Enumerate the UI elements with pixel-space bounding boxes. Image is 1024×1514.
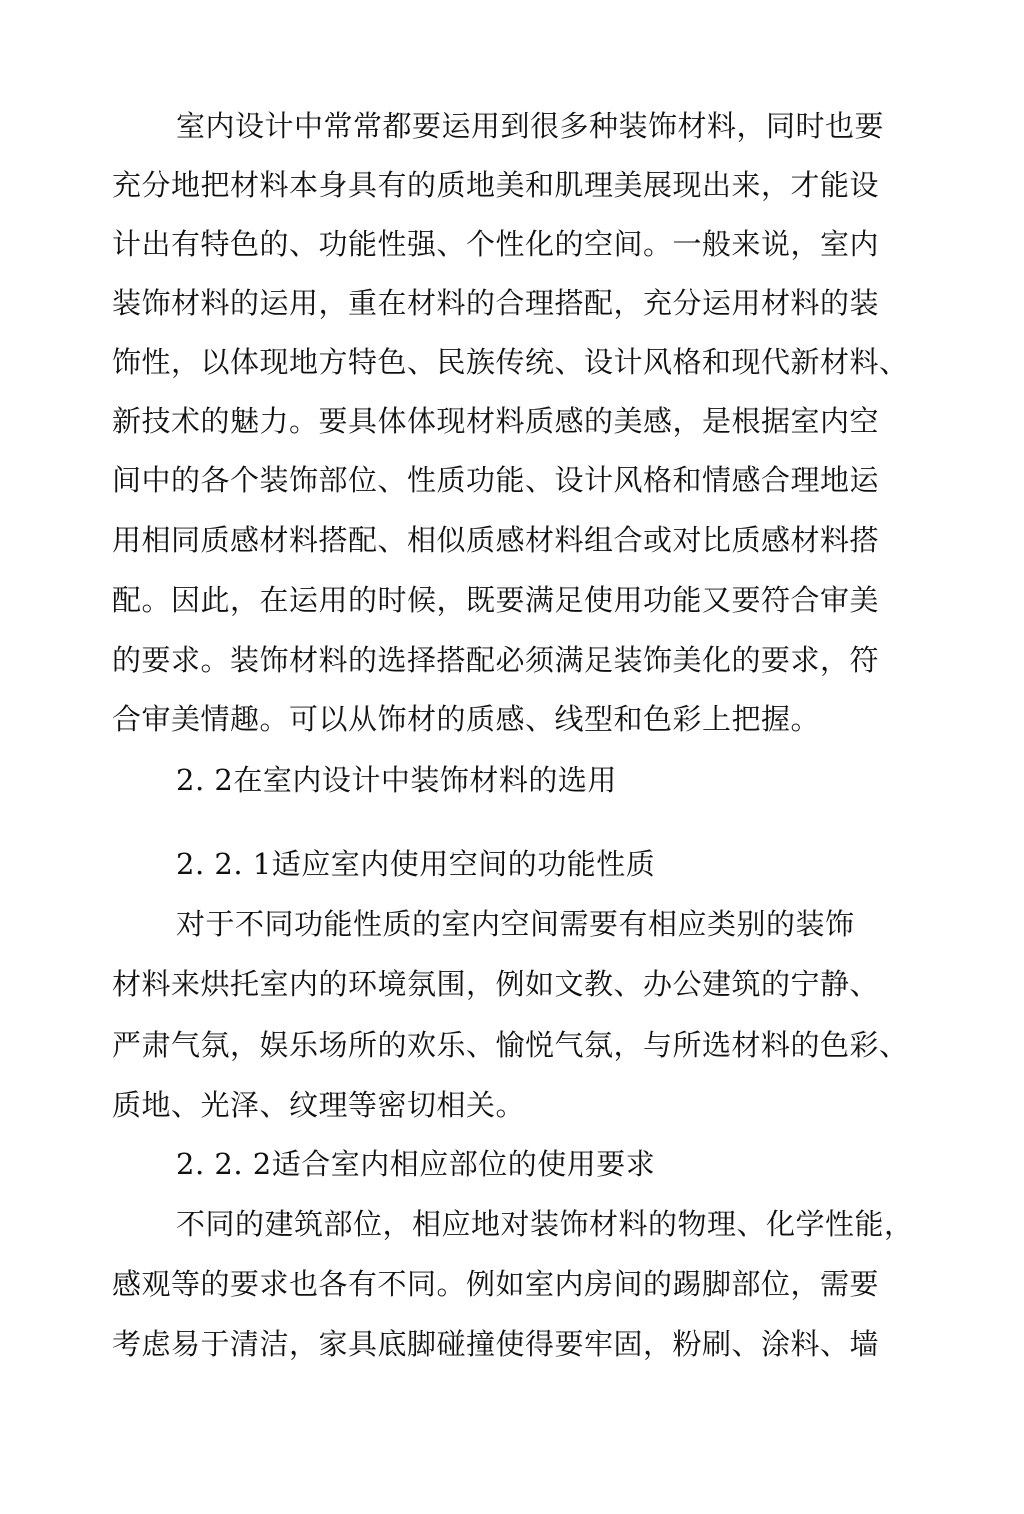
paragraph-line: 严肃气氛，娱乐场所的欢乐、愉悦气氛，与所选材料的色彩、 [112, 1028, 909, 1062]
paragraph-line: 对于不同功能性质的室内空间需要有相应类别的装饰 [176, 907, 855, 941]
paragraph-line: 合审美情趣。可以从饰材的质感、线型和色彩上把握。 [112, 702, 821, 736]
paragraph-line: 计出有特色的、功能性强、个性化的空间。一般来说，室内 [112, 227, 880, 261]
paragraph-line: 间中的各个装饰部位、性质功能、设计风格和情感合理地运 [112, 463, 880, 497]
paragraph-line: 用相同质感材料搭配、相似质感材料组合或对比质感材料搭 [112, 523, 880, 557]
paragraph-line: 装饰材料的运用，重在材料的合理搭配，充分运用材料的装 [112, 286, 880, 320]
subsection-heading: 2. 2. 2适合室内相应部位的使用要求 [176, 1147, 656, 1181]
paragraph-line: 新技术的魅力。要具体体现材料质感的美感，是根据室内空 [112, 404, 880, 438]
section-heading: 2. 2在室内设计中装饰材料的选用 [176, 763, 617, 797]
paragraph-line: 饰性，以体现地方特色、民族传统、设计风格和现代新材料、 [112, 345, 909, 379]
paragraph-line: 考虑易于清洁，家具底脚碰撞使得要牢固，粉刷、涂料、墙 [112, 1327, 880, 1361]
paragraph-line: 不同的建筑部位，相应地对装饰材料的物理、化学性能， [176, 1207, 914, 1241]
paragraph-line: 质地、光泽、纹理等密切相关。 [112, 1088, 526, 1122]
paragraph-line: 材料来烘托室内的环境氛围，例如文教、办公建筑的宁静、 [112, 967, 880, 1001]
paragraph-line: 充分地把材料本身具有的质地美和肌理美展现出来，才能设 [112, 168, 880, 202]
paragraph-line: 感观等的要求也各有不同。例如室内房间的踢脚部位，需要 [112, 1267, 880, 1301]
paragraph-line: 配。因此，在运用的时候，既要满足使用功能又要符合审美 [112, 583, 880, 617]
paragraph-line: 室内设计中常常都要运用到很多种装饰材料，同时也要 [176, 109, 885, 143]
subsection-heading: 2. 2. 1适应室内使用空间的功能性质 [176, 847, 656, 881]
paragraph-line: 的要求。装饰材料的选择搭配必须满足装饰美化的要求，符 [112, 643, 880, 677]
